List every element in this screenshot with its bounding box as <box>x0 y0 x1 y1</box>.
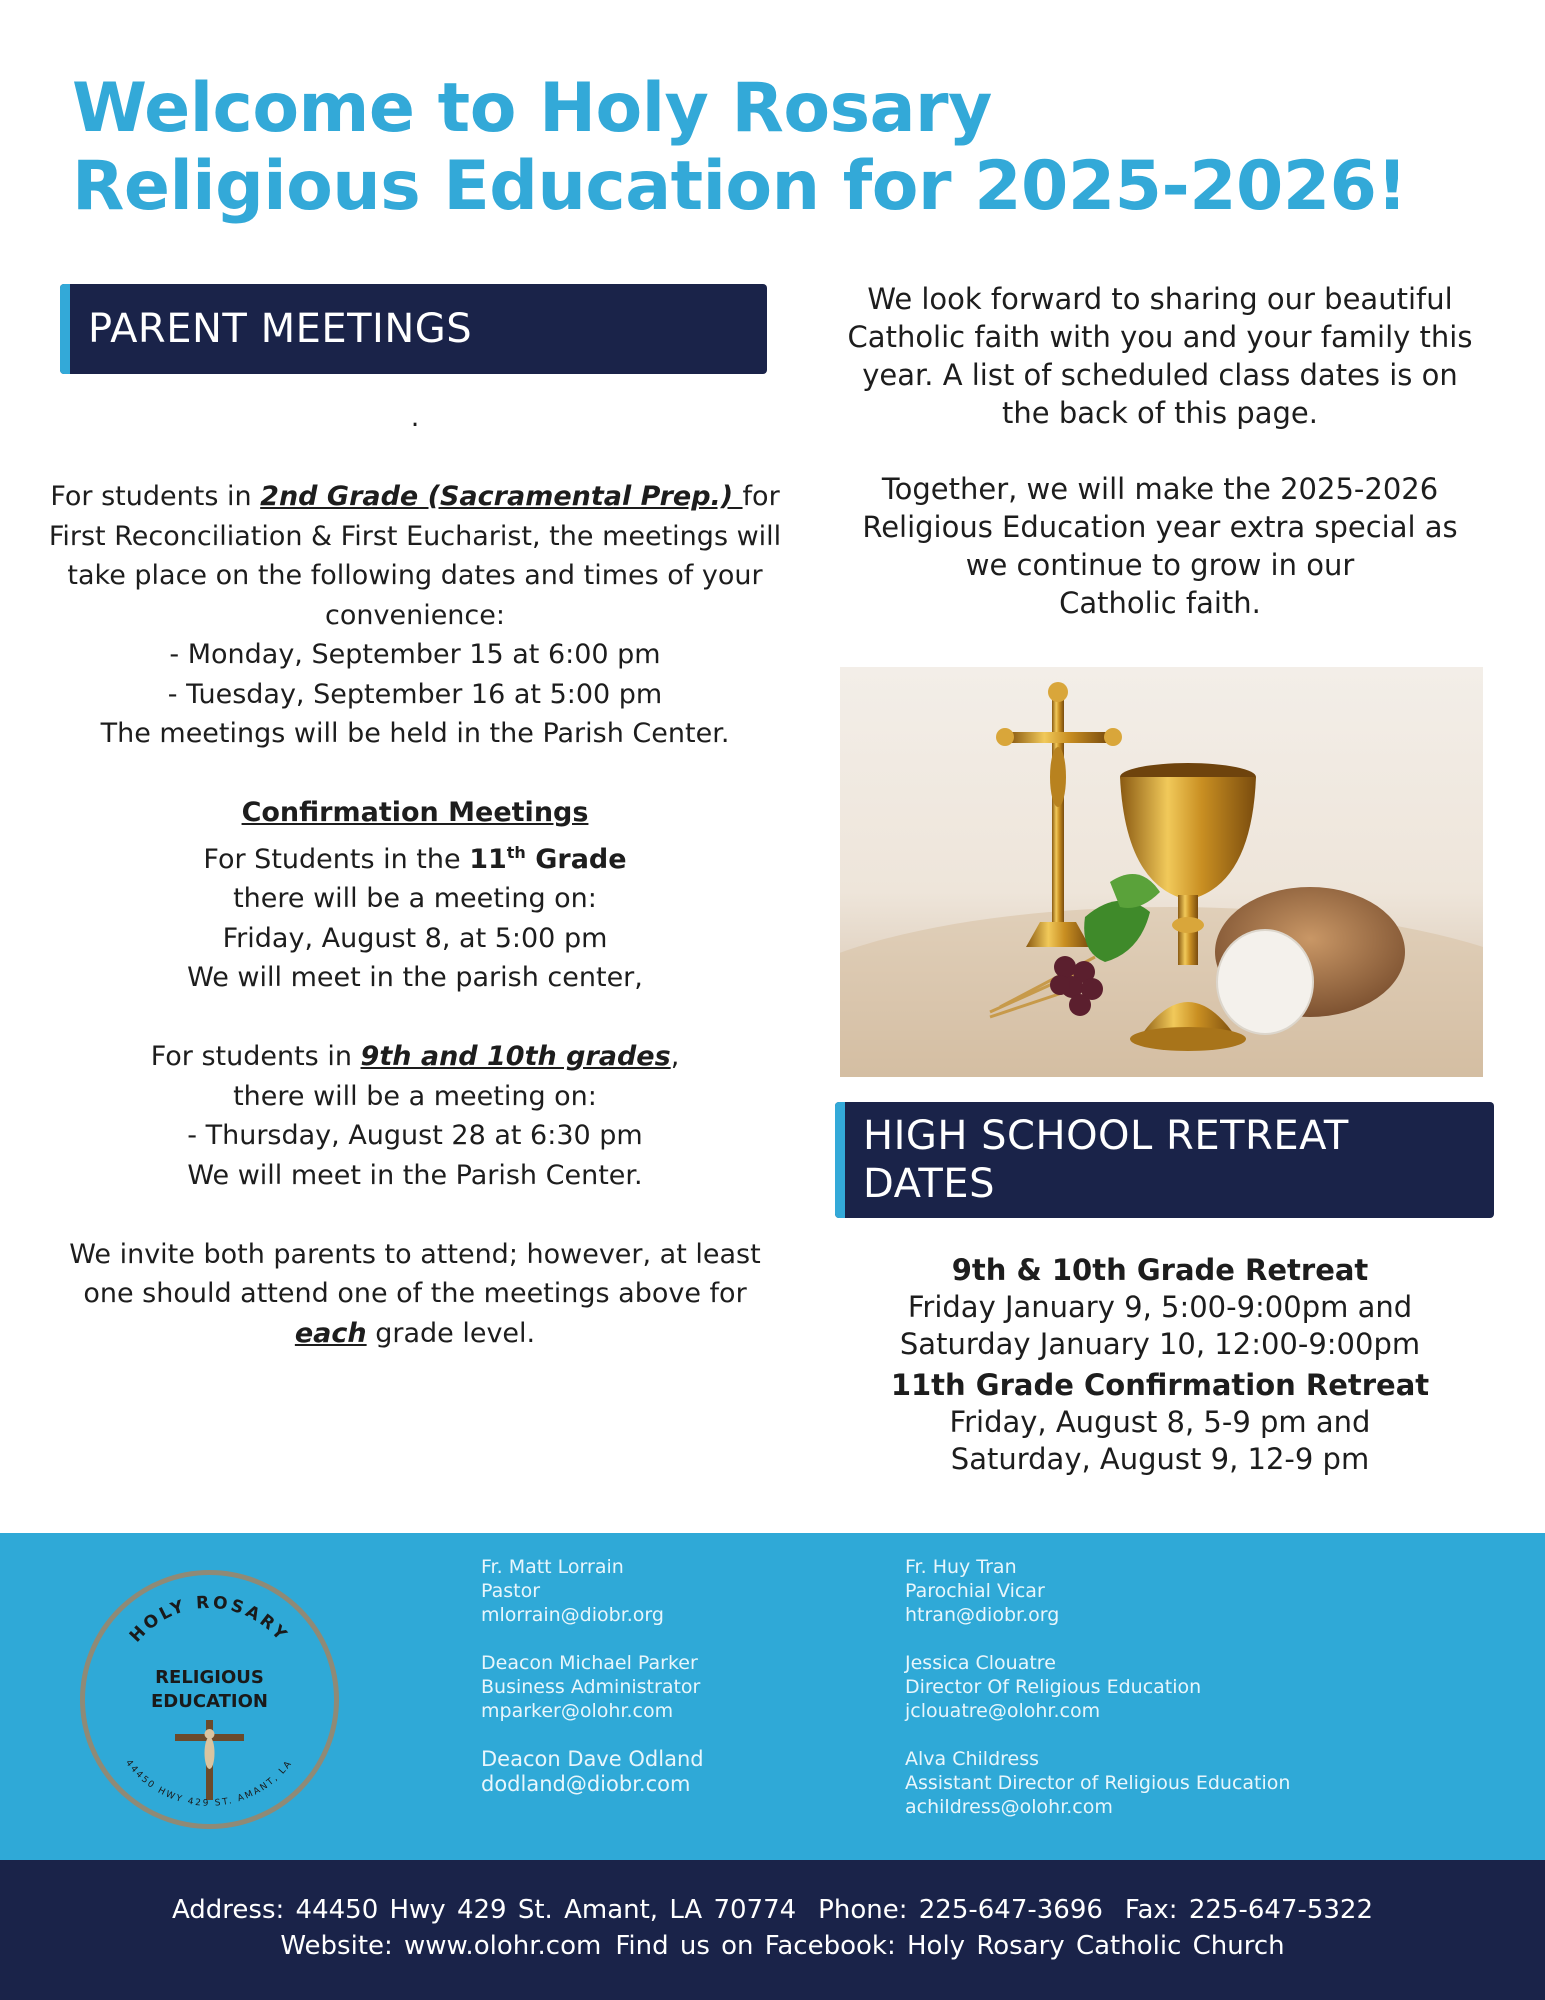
confirmation-grade-number: 11 <box>469 843 507 875</box>
meeting-date-2: - Tuesday, September 16 at 5:00 pm <box>167 678 663 710</box>
logo-address-text: 44450 HWY 429 ST. AMANT, LA <box>123 1758 295 1809</box>
separator-dot: . <box>410 402 420 433</box>
confirmation-meetings-title: Confirmation Meetings <box>241 797 589 828</box>
retreat-dates-header <box>835 1102 1494 1218</box>
confirmation-line-2: there will be a meeting on: <box>233 883 597 914</box>
contact-name: Fr. Huy Tran <box>905 1556 1017 1578</box>
contact-director <box>905 1651 1405 1723</box>
retreat-dates-heading: HIGH SCHOOL RETREAT DATES <box>863 1113 1349 1207</box>
meeting-location: The meetings will be held in the Parish Center. <box>100 718 730 749</box>
contact-pastor <box>481 1555 861 1627</box>
parent-meetings-header <box>60 284 767 374</box>
high-school-line-2: there will be a meeting on: <box>233 1080 597 1112</box>
page-title <box>72 70 1492 226</box>
contact-deacon <box>481 1747 861 1797</box>
logo-emblem <box>78 1568 341 1831</box>
contacts-left-column <box>481 1555 861 1821</box>
retreat-1-line-1: Friday January 9, 5:00-9:00pm and <box>907 1290 1413 1324</box>
contact-role: Parochial Vicar <box>905 1580 1045 1602</box>
confirmation-grade-line <box>45 833 785 880</box>
footer-fax: Fax: 225-647-5322 <box>1124 1895 1374 1925</box>
high-school-emphasis: 9th and 10th grades <box>360 1041 671 1072</box>
high-school-date: - Thursday, August 28 at 6:30 pm <box>187 1120 643 1151</box>
contact-name: Deacon Michael Parker <box>481 1652 698 1674</box>
contact-email: jclouatre@olohr.com <box>905 1700 1101 1722</box>
contact-name: Deacon Dave Odland <box>481 1747 704 1771</box>
footer-website: Website: www.olohr.com <box>280 1931 602 1961</box>
high-school-paragraph <box>45 1037 785 1077</box>
contact-name: Alva Childress <box>905 1748 1040 1770</box>
holy-rosary-logo <box>78 1568 341 1831</box>
logo-center-line-2: EDUCATION <box>151 1691 268 1712</box>
contact-email: htran@diobr.org <box>905 1604 1060 1626</box>
contact-name: Fr. Matt Lorrain <box>481 1556 624 1578</box>
logo-arc-text: HOLY ROSARY <box>125 1592 293 1647</box>
meeting-date-1: - Monday, September 15 at 6:00 pm <box>169 639 661 670</box>
contact-email: achildress@olohr.com <box>905 1796 1113 1818</box>
contact-assistant-director <box>905 1747 1405 1819</box>
contact-role: Pastor <box>481 1580 541 1602</box>
contacts-right-column <box>905 1555 1405 1843</box>
title-line-1: Welcome to Holy Rosary <box>72 69 992 148</box>
contact-role: Assistant Director of Religious Education <box>905 1772 1291 1794</box>
retreat-1-title: 9th & 10th Grade Retreat <box>951 1253 1369 1287</box>
title-line-2: Religious Education for 2025-2026! <box>72 147 1407 226</box>
invite-emphasis: each <box>294 1317 367 1349</box>
retreat-1-line-2: Saturday January 10, 12:00-9:00pm <box>899 1327 1421 1361</box>
contact-role: Director Of Religious Education <box>905 1676 1202 1698</box>
intro-paragraph-2-line-3: we continue to grow in our <box>965 548 1355 582</box>
eucharist-photo <box>840 667 1483 1077</box>
high-school-location: We will meet in the Parish Center. <box>187 1159 643 1191</box>
contact-business-admin <box>481 1651 861 1723</box>
address-line-2 <box>0 1929 1545 1963</box>
invite-paragraph <box>45 1235 785 1354</box>
confirmation-pre: For Students in the <box>203 843 470 875</box>
contact-parochial-vicar <box>905 1555 1405 1627</box>
retreat-2-line-2: Saturday, August 9, 12-9 pm <box>950 1442 1370 1476</box>
retreat-dates-body <box>835 1252 1485 1478</box>
intro-paragraph-2-line-4: Catholic faith. <box>1059 586 1261 620</box>
confirmation-grade-word: Grade <box>525 843 627 875</box>
invite-pre: We invite both parents to attend; however, at least one should attend one of the meetings above for <box>69 1238 761 1309</box>
header-accent-bar <box>835 1102 845 1218</box>
confirmation-date: Friday, August 8, at 5:00 pm <box>222 922 608 954</box>
footer-address: Address: 44450 Hwy 429 St. Amant, LA 70774 <box>171 1895 797 1925</box>
retreat-2-title: 11th Grade Confirmation Retreat <box>890 1368 1430 1402</box>
second-grade-pre: For students in <box>50 481 261 512</box>
host-icon <box>1217 930 1313 1034</box>
contact-email: dodland@diobr.com <box>481 1772 691 1796</box>
invite-post: grade level. <box>366 1317 536 1349</box>
header-accent-bar <box>60 284 70 374</box>
intro-paragraph-2-line-1: Together, we will make the 2025-2026 <box>881 472 1439 506</box>
confirmation-grade-suffix: th <box>506 842 526 862</box>
eucharist-illustration <box>840 667 1483 1077</box>
logo-center-line-1: RELIGIOUS <box>155 1667 264 1688</box>
parent-meetings-body <box>45 398 785 1353</box>
footer-phone: Phone: 225-647-3696 <box>818 1895 1103 1925</box>
address-line-1 <box>0 1893 1545 1927</box>
contact-email: mlorrain@diobr.org <box>481 1604 664 1626</box>
high-school-post: , <box>670 1041 680 1072</box>
high-school-pre: For students in <box>150 1041 361 1072</box>
confirmation-location: We will meet in the parish center, <box>187 962 643 993</box>
second-grade-post: for First Reconciliation & First Eucharist, the meetings will take place on the following dates and times of your convenience: <box>48 481 782 631</box>
second-grade-emphasis: 2nd Grade (Sacramental Prep.) <box>260 481 743 512</box>
retreat-2-line-1: Friday, August 8, 5-9 pm and <box>949 1405 1371 1439</box>
intro-paragraph-1: We look forward to sharing our beautiful Catholic faith with you and your family this year. A list of scheduled class dates is on the back of this page. <box>847 282 1473 430</box>
intro-text <box>835 280 1485 622</box>
contact-email: mparker@olohr.com <box>481 1700 674 1722</box>
contact-name: Jessica Clouatre <box>905 1652 1056 1674</box>
contact-role: Business Administrator <box>481 1676 701 1698</box>
second-grade-paragraph <box>45 477 785 635</box>
intro-paragraph-2-line-2: Religious Education year extra special as <box>862 510 1458 544</box>
footer-facebook: Find us on Facebook: Holy Rosary Catholic Church <box>615 1931 1285 1961</box>
parent-meetings-heading: PARENT MEETINGS <box>88 306 473 352</box>
